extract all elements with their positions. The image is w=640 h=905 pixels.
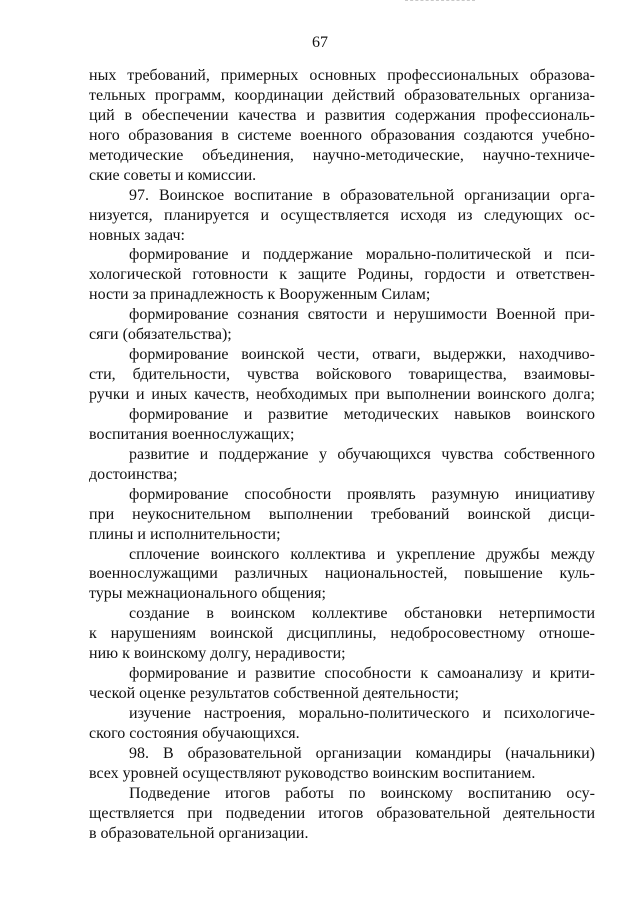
text-line: сяги (обязательства); (89, 326, 232, 344)
text-line: при неукоснительном выполнении требований воинской дисци- (89, 505, 595, 523)
text-line: формирование воинской чести, отваги, выдержки, находчиво- (129, 346, 595, 364)
text-line: туры межнационального общения; (89, 585, 326, 603)
scan-edge-mark (405, 0, 475, 2)
text-line: плины и исполнительности; (89, 525, 281, 543)
text-line: ществляется при подведении итогов образовательной деятельности (89, 804, 595, 822)
text-line: сти, бдительности, чувства войскового товарищества, взаимовы- (89, 366, 595, 384)
text-line: достоинства; (89, 465, 178, 483)
text-line: хологической готовности к защите Родины, гордости и ответствен- (89, 266, 595, 284)
text-line: в образовательной организации. (89, 824, 309, 842)
text-line: формирование и поддержание морально-политической и пси- (129, 246, 595, 264)
text-line: развитие и поддержание у обучающихся чувства собственного (129, 445, 595, 463)
text-line: ручки и иных качеств, необходимых при выполнении воинского долга; (89, 386, 595, 403)
text-line: воспитания военнослужащих; (89, 425, 295, 443)
text-line: к нарушениям воинской дисциплины, недобросовестному отноше- (89, 625, 595, 643)
text-line: ного образования в системе военного образования создаются учебно- (89, 126, 595, 144)
text-line: ского состояния обучающихся. (89, 724, 300, 742)
text-line: формирование сознания святости и нерушимости Военной при- (129, 306, 595, 324)
text-line: ческой оценке результатов собственной деятельности; (89, 685, 459, 703)
text-line: методические объединения, научно-методические, научно-техниче- (89, 146, 595, 164)
text-line: военнослужащими различных национальностей, повышение куль- (89, 565, 595, 583)
text-line: ций в обеспечении качества и развития содержания профессиональ- (89, 106, 595, 124)
text-line: формирование и развитие методических навыков воинского (129, 405, 595, 423)
text-line: 98. В образовательной организации командиры (начальники) (129, 744, 595, 762)
text-line: Подведение итогов работы по воинскому воспитанию осу- (129, 784, 595, 802)
text-line: формирование и развитие способности к самоанализу и крити- (129, 665, 595, 683)
text-line: сплочение воинского коллектива и укрепление дружбы между (129, 545, 595, 563)
document-body (89, 66, 595, 844)
text-line: ных требований, примерных основных профессиональных образова- (89, 67, 595, 84)
text-line: нию к воинскому долгу, нерадивости; (89, 645, 346, 663)
text-line: 97. Воинское воспитание в образовательной организации орга- (129, 186, 595, 204)
text-line: новных задач: (89, 226, 185, 244)
page-number: 67 (312, 34, 328, 51)
text-line: ские советы и комиссии. (89, 166, 257, 184)
text-line: всех уровней осуществляют руководство воинским воспитанием. (89, 764, 536, 782)
text-line: создание в воинском коллективе обстановки нетерпимости (129, 605, 595, 623)
text-line: формирование способности проявлять разумную инициативу (129, 485, 595, 503)
text-line: низуется, планируется и осуществляется исходя из следующих ос- (89, 206, 595, 224)
text-line: тельных программ, координации действий образовательных организа- (89, 86, 595, 104)
text-line: изучение настроения, морально-политического и психологиче- (129, 705, 595, 722)
text-line: ности за принадлежность к Вооруженным Силам; (89, 286, 431, 304)
